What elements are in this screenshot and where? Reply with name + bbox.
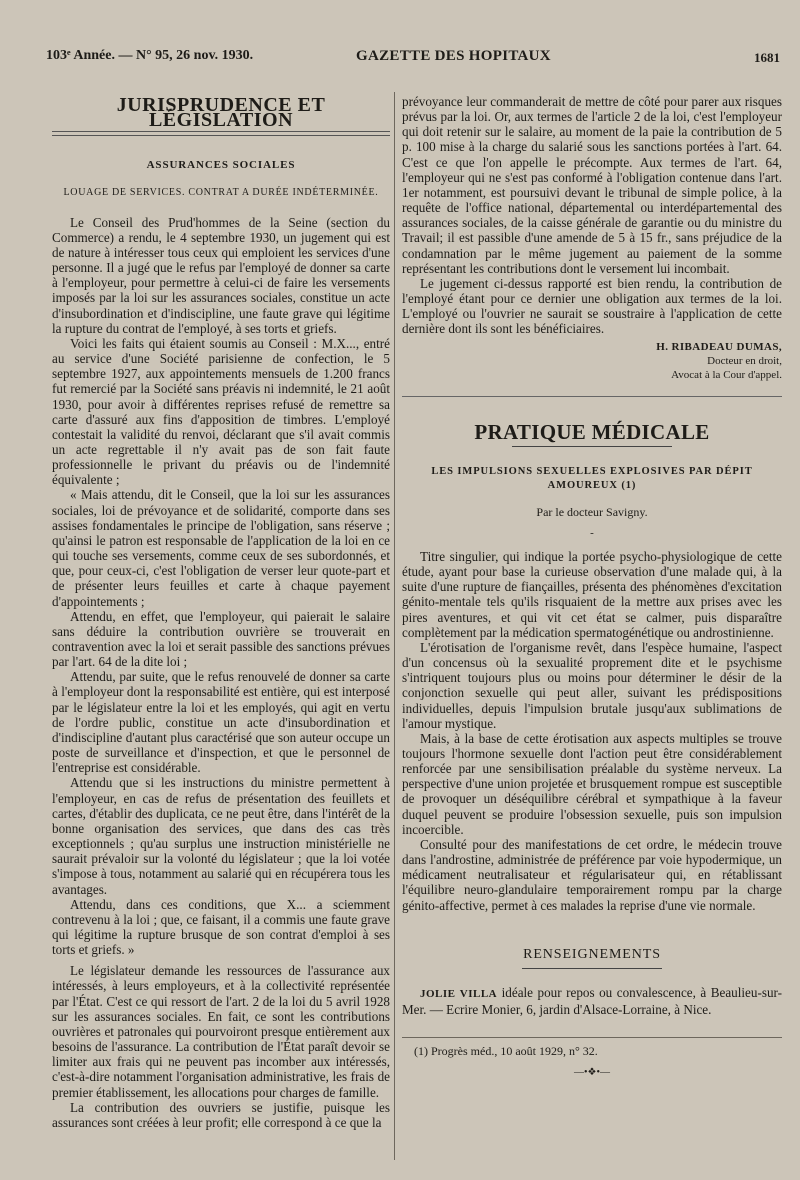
- author-title: Avocat à la Cour d'appel.: [671, 368, 782, 381]
- paragraph: Consulté pour des manifestations de cet ordre, le médecin trouve dans l'androstine, administrée de préférence par voie hypodermique, un médicament neutralisateur et régularisateur qui, en rétablissant l'équilibre neuro-glandulaire temporairement rompu par la charge génito-affective, permet à ces malades la reprise d'une vie normale.: [402, 836, 782, 913]
- paragraph: Mais, à la base de cette érotisation aux aspects multiples se trouve toujours l'hormone sexuelle dont l'action peut être considérablement renforcée par une sensibilisation préalable du système nerveux. La perspective d'une union projetée et brusquement rompue est susceptible de provoquer un déséquilibre cérébral et sympathique à la faveur duquel peuvent se produire l'obsession sexuelle, puis son impulsion incoercible.: [402, 730, 782, 837]
- left-column: [52, 94, 390, 1130]
- paragraph: Titre singulier, qui indique la portée psycho-physiologique de cette étude, ayant pour base la curieuse observation d'une malade qui, à la suite d'une rupture de fiançailles, présenta des phénomènes d'excitation génito-mentale tels qu'ils risquaient de la mettre aux prises avec les pires aventures, et qui vit cet état se calmer, puis disparaître complètement par la médication spermatogénétique ou androstinienne.: [402, 548, 782, 640]
- paragraph: Attendu, par suite, que le refus renouvelé de donner sa carte à l'employeur dont la responsabilité est entière, qui est interposé par le législateur entre la loi et les employés, qui agit en vertu de l'ordre public, constitue un acte d'insubordination et d'indiscipline d'autant plus caractérisé que son auteur occupe un poste de surveillance et d'inspection, et que le personnel de l'entreprise est considérable.: [52, 669, 390, 776]
- footnote-rule: [402, 1037, 782, 1038]
- paragraph-continued: prévoyance leur commanderait de mettre de côté pour parer aux risques prévus par la loi. Or, aux termes de l'article 2 de la loi, c'est l'employeur qui doit retenir sur le salaire, au moment de la paie la contribution de 5 p. 100 mise à la charge du salarié sous les sanctions portées à l'art. 64. C'est ce que l'on appelle le précompte. Aux termes de l'art. 64, l'employeur qui ne s'est pas conformé à l'obligation contenue dans l'art. 1er notamment, est poursuivi devant le tribunal de simple police, à la requête de l'office national, départemental ou interdépartemental des assurances sociales, de la caisse générale de garantie ou du ministre du Travail; il est passible d'une amende de 5 à 15 fr., sans préjudice de la condamnation par le même jugement au paiement de la somme représentant les contributions dont le versement lui incombait.: [402, 94, 782, 276]
- section-title-renseignements: RENSEIGNEMENTS: [523, 946, 661, 962]
- paragraph: Voici les faits qui étaient soumis au Conseil : M.X..., entré au service d'une Société parisienne de confection, le 5 septembre 1927, aux appointements mensuels de 1.200 francs fut remercié par la Société sans préavis ni indemnité, le 21 août 1930, pour avoir à différentes reprises refusé de remettre sa carte d'assuré aux fins d'apposition de timbres. L'employé contestait la validité du renvoi, déclarant que s'il avait commis un acte regrettable il n'y avait pas de son fait faute professionnelle le privant du préavis ou de l'indemnité équivalente ;: [52, 335, 390, 488]
- ad-lead: JOLIE VILLA: [420, 987, 498, 1000]
- column-divider: [394, 92, 395, 1160]
- paragraph: Attendu, dans ces conditions, que X... a sciemment contrevenu à la loi ; que, ce faisant, il a commis une faute grave qui légitime la rupture brusque de son contrat d'emploi à ses torts et griefs. »: [52, 896, 390, 958]
- byline: Par le docteur Savigny.: [536, 504, 648, 519]
- author-title: Docteur en droit,: [707, 354, 782, 367]
- article-title: LES IMPULSIONS SEXUELLES EXPLOSIVES PAR DÉPIT AMOUREUX (1): [431, 465, 753, 491]
- paragraph: Le législateur demande les ressources de l'assurance aux intéressés, à leurs employeurs, et à la collectivité représentée par l'État. C'est ce qui ressort de l'art. 2 de la loi du 5 avril 1928 sur les assurances sociales. En fait, ce sont les contributions ouvrières et patronales qui pourvoiront presque entièrement aux besoins de l'assurance. La contribution de l'État paraît devoir se limiter aux frais qui ne peuvent pas incomber aux intéressés, c'est-à-dire notamment l'organisation administrative, les frais de premier établissement, les allocations pour charges de famille.: [52, 963, 390, 1100]
- section-title-jurisprudence: JURISPRUDENCE ET LÉGISLATION: [116, 94, 326, 132]
- classified-ad: [402, 985, 782, 1017]
- paragraph: Attendu, en effet, que l'employeur, qui paierait le salaire sans déduire la contribution ouvrière se trouverait en contravention avec la loi et serait passible des sanctions prévues par l'art. 64 de la dite loi ;: [52, 608, 390, 670]
- footnote: (1) Progrès méd., 10 août 1929, n° 32.: [414, 1044, 598, 1059]
- section-title-pratique: PRATIQUE MÉDICALE: [474, 419, 710, 444]
- paragraph: La contribution des ouvriers se justifie, puisque les assurances sont créées à leur profit; elle correspond à ce que la: [52, 1099, 390, 1130]
- ornament: —•❖•—: [574, 1067, 610, 1079]
- byline-dash: -: [590, 526, 594, 539]
- paragraph: Le jugement ci-dessus rapporté est bien rendu, la contribution de l'employé étant pour ce dernier une obligation aux termes de la loi. L'employé ou l'ouvrier ne saurait se soustraire à l'application de cette dernière dont ils sont les bénéficiaires.: [402, 275, 782, 337]
- subsection-title: ASSURANCES SOCIALES: [146, 159, 296, 172]
- paragraph: L'érotisation de l'organisme revêt, dans l'espèce humaine, l'aspect d'un concensus où la sexualité proprement dite et le psychisme s'intriquent toujours plus ou moins pour déterminer le désir de la conjonction sexuelle qui peut aller, suivant les prédispositions individuelles, depuis l'impulsion brutale jusqu'aux sublimations de l'amour mystique.: [402, 639, 782, 731]
- page-number: 1681: [754, 50, 780, 65]
- paragraph: Le Conseil des Prud'hommes de la Seine (section du Commerce) a rendu, le 4 septembre 1930, un jugement qui est de nature à intéresser tous ceux qui emploient les services d'une personne. Il a jugé que le refus par l'employé de donner sa carte à l'employeur, pour permettre à celui-ci de faire les versements imposés par la loi sur les assurances sociales, constitue un acte d'insubordination et d'indiscipline, une faute grave qui légitime la rupture du contrat de l'employé, à ses torts et griefs.: [52, 214, 390, 336]
- journal-title: GAZETTE DES HOPITAUX: [356, 48, 551, 64]
- issue-info: 103ᵉ Année. — N° 95, 26 nov. 1930.: [46, 48, 254, 63]
- title-underline: [512, 446, 672, 447]
- paragraph: « Mais attendu, dit le Conseil, que la loi sur les assurances sociales, loi de prévoyance et de solidarité, comporte dans ses assises fondamentales le principe de l'obligation, sans réserve ; qu'ainsi le patron est responsable de l'application de la loi en ce qui touche ses versements, comme ceux de ses subordonnés, et que, pour ceux-ci, c'est l'obligation de verser leur quote-part et de présenter leurs feuilles et carte à chaque payement d'appointements ;: [52, 487, 390, 609]
- section-separator: [402, 396, 782, 397]
- title-double-rule: [52, 131, 390, 136]
- running-header: [38, 42, 780, 66]
- article-subtitle: LOUAGE DE SERVICES. CONTRAT A DURÉE INDÉTERMINÉE.: [63, 187, 379, 199]
- right-column: [402, 94, 782, 1081]
- title-underline: [522, 968, 662, 969]
- author-name: H. RIBADEAU DUMAS,: [656, 340, 782, 353]
- ad-text: idéale pour repos ou convalescence, à Beaulieu-sur-Mer. — Ecrire Monier, 6, jardin d'Alsace-Lorraine, à Nice.: [402, 984, 782, 1018]
- signature-block: [402, 340, 782, 382]
- paragraph: Attendu que si les instructions du ministre permettent à l'employeur, en cas de refus de présentation des feuillets et cartes, d'établir des duplicata, ce ne peut être, dans l'intérêt de la bonne organisation des services, que dans des cas très exceptionnels ; qu'au surplus une instruction ministérielle ne saurait prévaloir sur la volonté du législateur ; que la loi votée s'impose à tous, notamment au salarié qui en récupérera tous les avantages.: [52, 775, 390, 897]
